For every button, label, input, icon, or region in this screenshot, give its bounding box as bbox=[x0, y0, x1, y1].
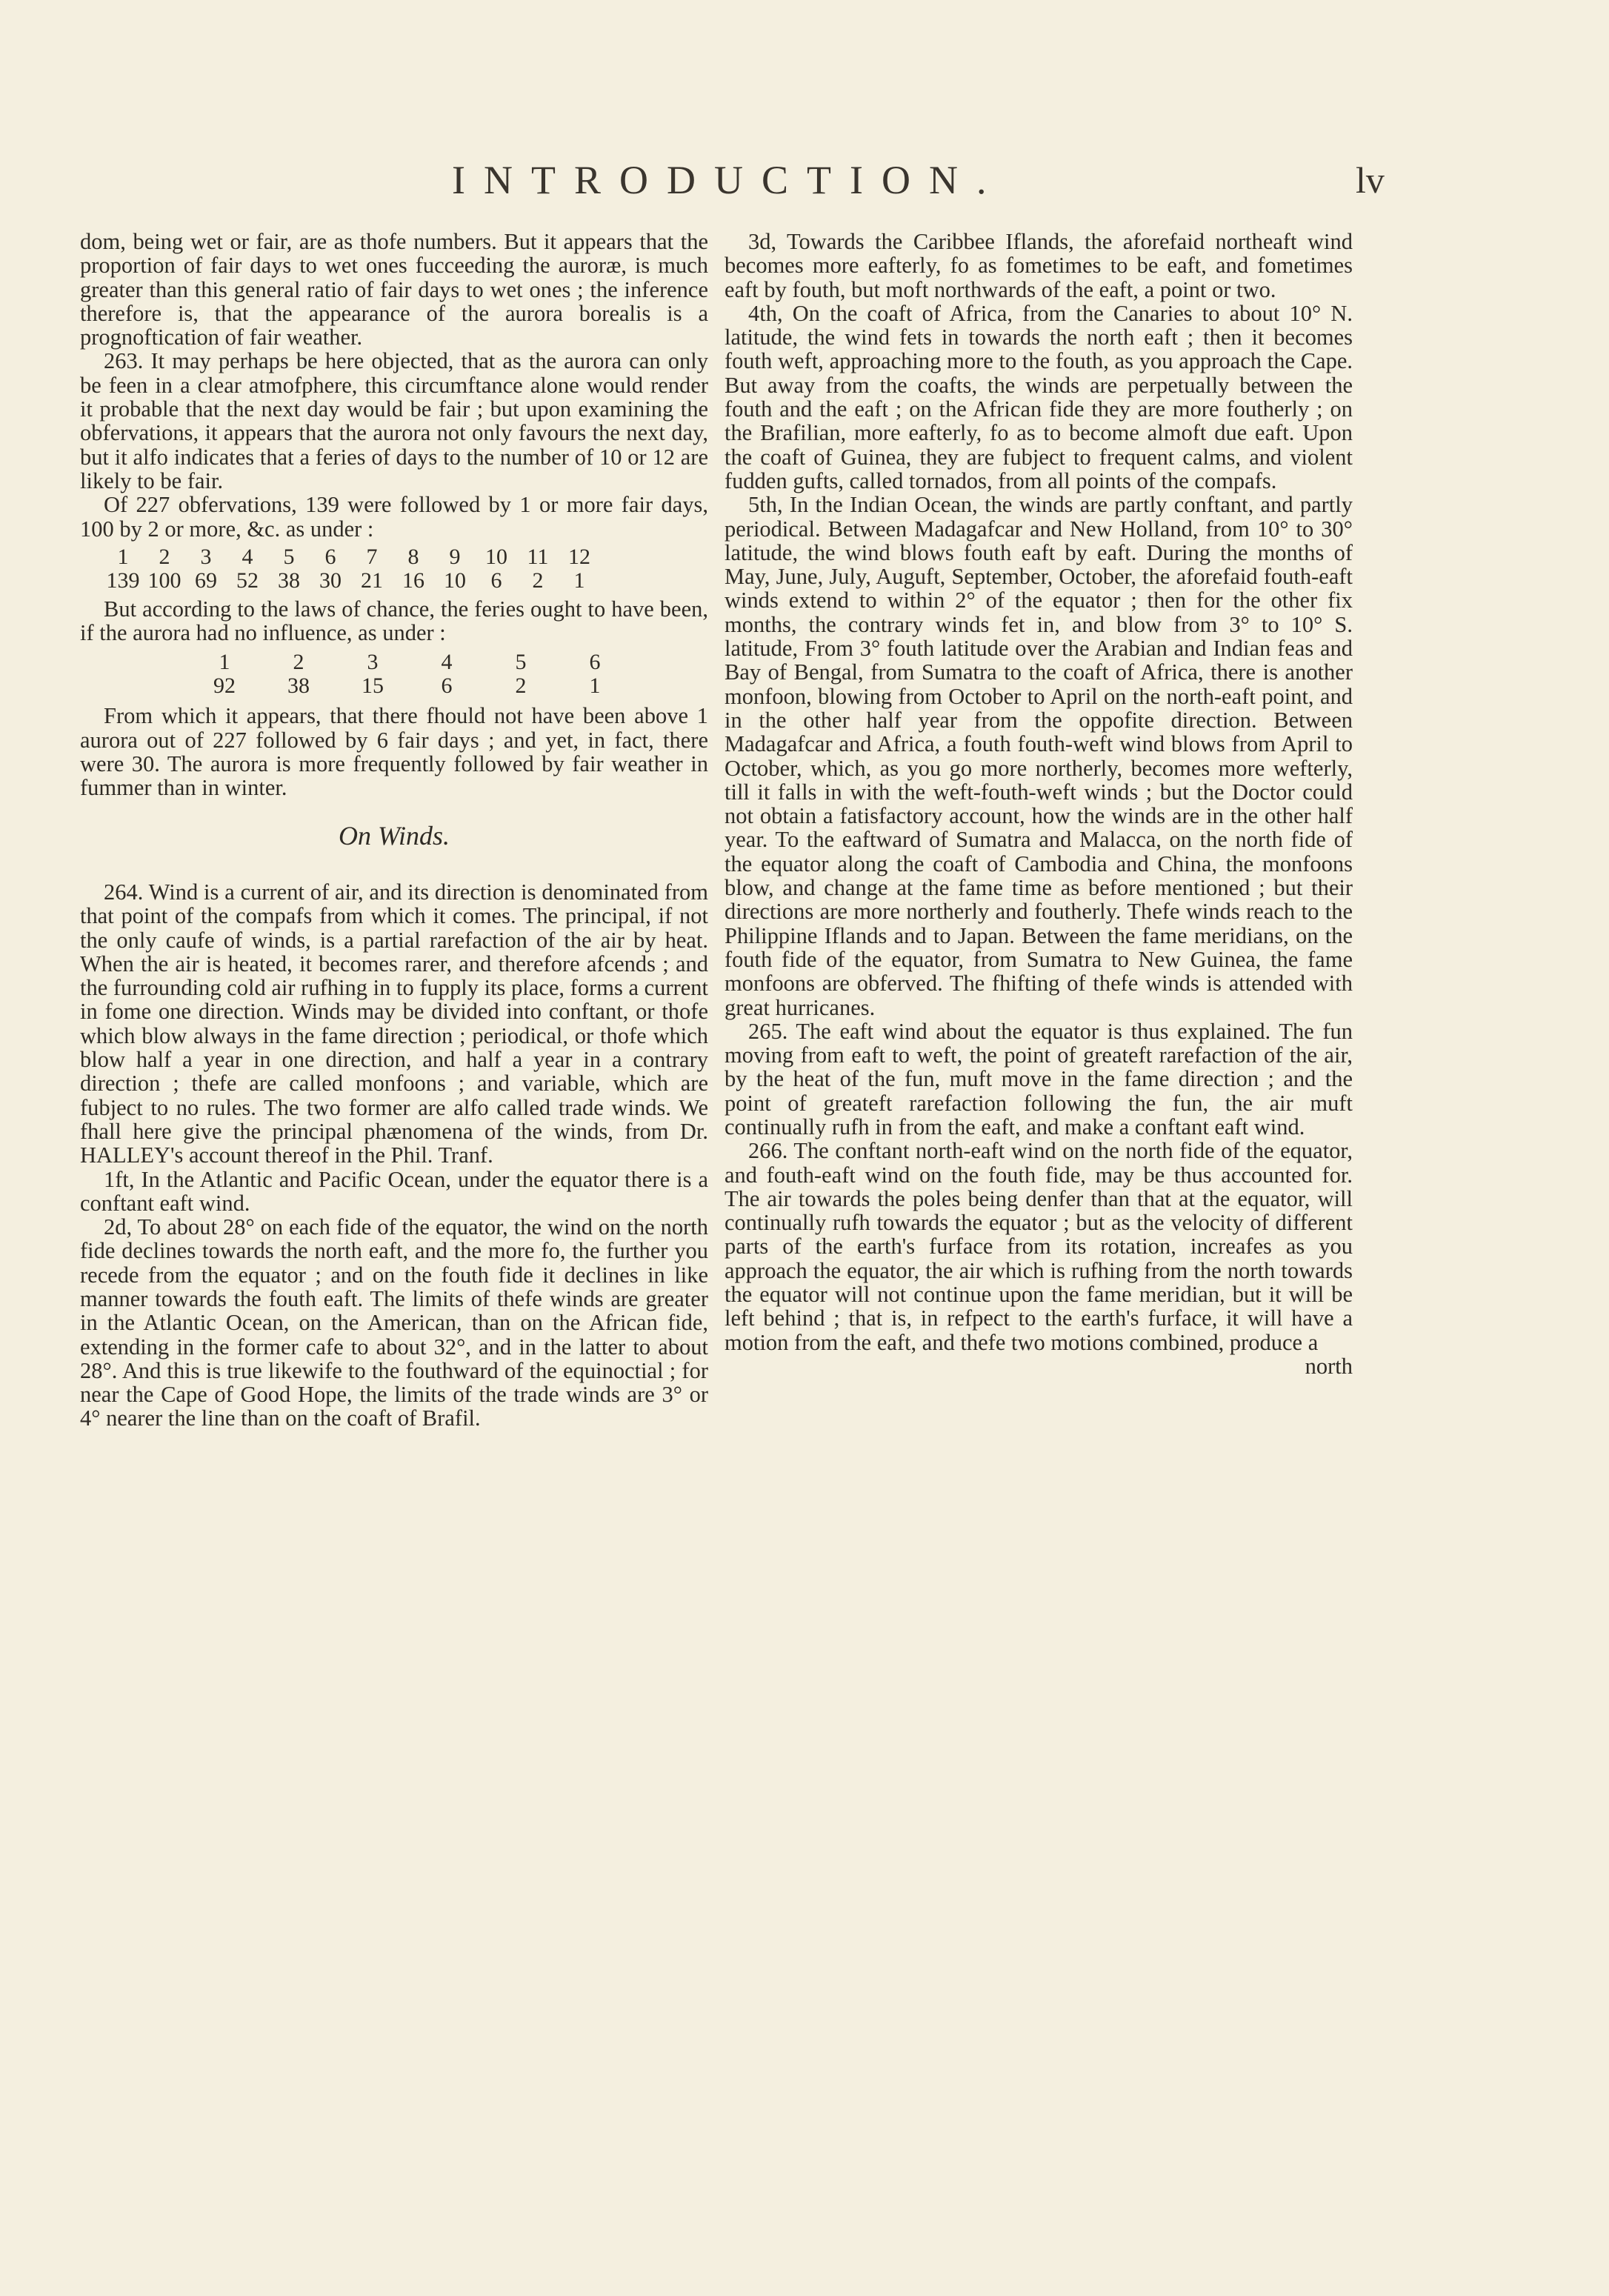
table-cell: 1 bbox=[117, 544, 129, 569]
table-row-counts bbox=[80, 569, 658, 593]
paragraph: 3d, Towards the Caribbee Iflands, the aforefaid northeaft wind becomes more eafterly, fo as fometimes to be eaft, and fometimes eaft by fouth, but moft northwards of the eaft, a point or two. bbox=[724, 229, 1353, 302]
table-cell: 1 bbox=[219, 650, 230, 675]
paragraph-264: 264. Wind is a current of air, and its direction is denominated from that point of the compafs from which it comes. The principal, if not the only caufe of winds, is a partial rarefaction of the air by heat. When the air is heated, it becomes rarer, and therefore afcends ; and the furrounding cold air rufhing in to fupply its place, forms a current in fome one direction. Winds may be divided into conftant, or thofe which blow always in the fame direction ; periodical, or thofe which blow half a year in one direction, and half a year in a contrary direction ; thefe are called monfoons ; and variable, which are fubject to no rules. The two former are alfo called trade winds. We fhall here give the principal phænomena of the winds, from Dr. HALLEY's account thereof in the Phil. Tranf. bbox=[80, 879, 708, 1168]
paragraph: 5th, In the Indian Ocean, the winds are partly conftant, and partly periodical. Between Madagafcar and New Holland, from 10° to 30° latitude, the wind blows fouth eaft by eaft. During the months of May, June, July, Auguft, September, October, the aforefaid fouth-eaft winds extend to within 2° of the equator ; then for the other fix months, the contrary winds fet in, and blow from 3° to 10° S. latitude, From 3° fouth latitude over the Arabian and Indian feas and Bay of Bengal, from Sumatra to the coaft of Africa, there is another monfoon, blowing from October to April on the north-eaft point, and in the other half year from the oppofite direction. Between Madagafcar and Africa, a fouth fouth-weft wind blows from April to October, which, as you go more northerly, becomes more wefterly, till it falls in with the weft-fouth-weft winds ; but the Doctor could not obtain a fatisfactory account, how the winds are in the other half year. To the eaftward of Sumatra and Malacca, on the north fide of the equator along the coaft of Cambodia and China, the monfoons blow, and change at the fame time as before mentioned ; but their directions are more northerly and foutherly. Thefe winds reach to the Philippine Iflands and to Japan. Between the fame meridians, on the fouth fide of the equator, from Sumatra to New Guinea, the fame monfoons are obferved. The fhifting of thefe winds is attended with great hurricanes. bbox=[724, 492, 1353, 1020]
table-cell: 1 bbox=[589, 673, 601, 699]
page-title: INTRODUCTION. bbox=[452, 158, 1005, 202]
paragraph: 2d, To about 28° on each fide of the equator, the wind on the north fide declines towards the north eaft, and the more fo, the further you recede from the equator ; and on the fouth fide it declines in like manner towards the fouth eaft. The limits of thefe winds are greater in the Atlantic Ocean, on the American, than on the African fide, extending in the former cafe to about 32°, and in the latter to about 28°. And this is true likewife to the fouthward of the equinoctial ; for near the Cape of Good Hope, the limits of the trade winds are 3° or 4° nearer the line than on the coaft of Brafil. bbox=[80, 1214, 708, 1431]
page-number: lv bbox=[1356, 159, 1385, 201]
fair-days-table bbox=[80, 545, 708, 593]
paragraph: 4th, On the coaft of Africa, from the Canaries to about 10° N. latitude, the wind fets in towards the north eaft ; then it becomes fouth weft, approaching more to the fouth, as you approach the Cape. But away from the coafts, the winds are perpetually between the fouth and the eaft ; on the African fide they are more foutherly ; on the Brafilian, more eafterly, fo as to become almoft due eaft. Upon the coaft of Guinea, they are fubject to frequent calms, and violent fudden gufts, called tornados, from all points of the compafs. bbox=[724, 300, 1353, 493]
table-cell: 6 bbox=[589, 650, 601, 675]
paragraph-265: 265. The eaft wind about the equator is thus explained. The fun moving from eaft to weft, the point of greateft rarefaction of the air, by the heat of the fun, muft move in the fame direction ; and the point of greateft rarefaction following the fun, the air muft continually rufh in from the eaft, and make a conftant eaft wind. bbox=[724, 1018, 1353, 1139]
table-cell: 100 bbox=[147, 568, 181, 593]
left-column bbox=[80, 230, 708, 1431]
paragraph-263: 263. It may perhaps be here objected, that as the aurora can only be feen in a clear atmofphere, this circumftance alone would render it probable that the next day would be fair ; but upon examining the obfervations, it appears that the aurora not only favours the next day, but it alfo indicates that a feries of days to the number of 10 or 12 are likely to be fair. bbox=[80, 348, 708, 493]
table-cell: 11 bbox=[527, 544, 549, 569]
table-row-counts bbox=[80, 674, 708, 698]
paragraph: dom, being wet or fair, are as thofe numbers. But it appears that the proportion of fair days to wet ones fucceeding the auroræ, is much greater than this general ratio of fair days to wet ones ; the inference therefore is, that the appearance of the aurora borealis is a prognoftication of fair weather. bbox=[80, 229, 708, 350]
table-cell: 12 bbox=[568, 544, 590, 569]
table-cell: 2 bbox=[293, 650, 304, 675]
table-cell: 10 bbox=[485, 544, 507, 569]
table-cell: 2 bbox=[159, 544, 170, 569]
table-cell: 6 bbox=[441, 673, 453, 699]
table-cell: 5 bbox=[515, 650, 527, 675]
table-cell: 9 bbox=[449, 544, 461, 569]
table-cell: 3 bbox=[200, 544, 212, 569]
table-cell: 69 bbox=[195, 568, 217, 593]
section-heading: On Winds. bbox=[338, 820, 450, 851]
catchword: north bbox=[1305, 1353, 1353, 1379]
table-cell: 92 bbox=[213, 673, 236, 699]
table-cell: 4 bbox=[241, 544, 253, 569]
table-cell: 8 bbox=[407, 544, 419, 569]
table-cell: 4 bbox=[441, 650, 453, 675]
chance-table bbox=[80, 650, 708, 698]
table-cell: 38 bbox=[287, 673, 310, 699]
running-header bbox=[0, 157, 1609, 202]
table-cell: 6 bbox=[324, 544, 336, 569]
paragraph: Of 227 obfervations, 139 were followed by 1 or more fair days, 100 by 2 or more, &c. as under : bbox=[80, 492, 708, 542]
table-row-days bbox=[80, 650, 708, 674]
table-cell: 5 bbox=[283, 544, 295, 569]
table-cell: 10 bbox=[444, 568, 466, 593]
table-cell: 1 bbox=[573, 568, 585, 593]
table-cell: 15 bbox=[362, 673, 384, 699]
right-column bbox=[724, 230, 1353, 1378]
table-cell: 52 bbox=[236, 568, 259, 593]
table-row-days bbox=[80, 545, 658, 569]
paragraph: 1ft, In the Atlantic and Pacific Ocean, under the equator there is a conftant eaft wind. bbox=[80, 1166, 708, 1216]
table-cell: 16 bbox=[402, 568, 424, 593]
table-cell: 7 bbox=[366, 544, 378, 569]
table-cell: 2 bbox=[532, 568, 544, 593]
table-cell: 139 bbox=[106, 568, 140, 593]
paragraph: But according to the laws of chance, the feries ought to have been, if the aurora had no influence, as under : bbox=[80, 596, 708, 646]
table-cell: 30 bbox=[319, 568, 342, 593]
table-cell: 2 bbox=[515, 673, 527, 699]
paragraph: From which it appears, that there fhould not have been above 1 aurora out of 227 followed by 6 fair days ; and yet, in fact, there were 30. The aurora is more frequently followed by fair weather in fummer than in winter. bbox=[80, 703, 708, 801]
table-cell: 6 bbox=[490, 568, 502, 593]
table-cell: 21 bbox=[361, 568, 383, 593]
table-cell: 38 bbox=[278, 568, 300, 593]
paragraph-266: 266. The conftant north-eaft wind on the north fide of the equator, and fouth-eaft wind on the fouth fide, may be thus accounted for. The air towards the poles being denfer than that at the equator, will continually rufh towards the equator ; but as the velocity of different parts of the earth's furface from its rotation, increafes as you approach the equator, the air which is rufhing from the north towards the equator will not continue upon the fame meridian, but it will be left behind ; that is, in refpect to the earth's furface, it will have a motion from the eaft, and thefe two motions combined, produce a bbox=[724, 1138, 1353, 1355]
table-cell: 3 bbox=[367, 650, 379, 675]
